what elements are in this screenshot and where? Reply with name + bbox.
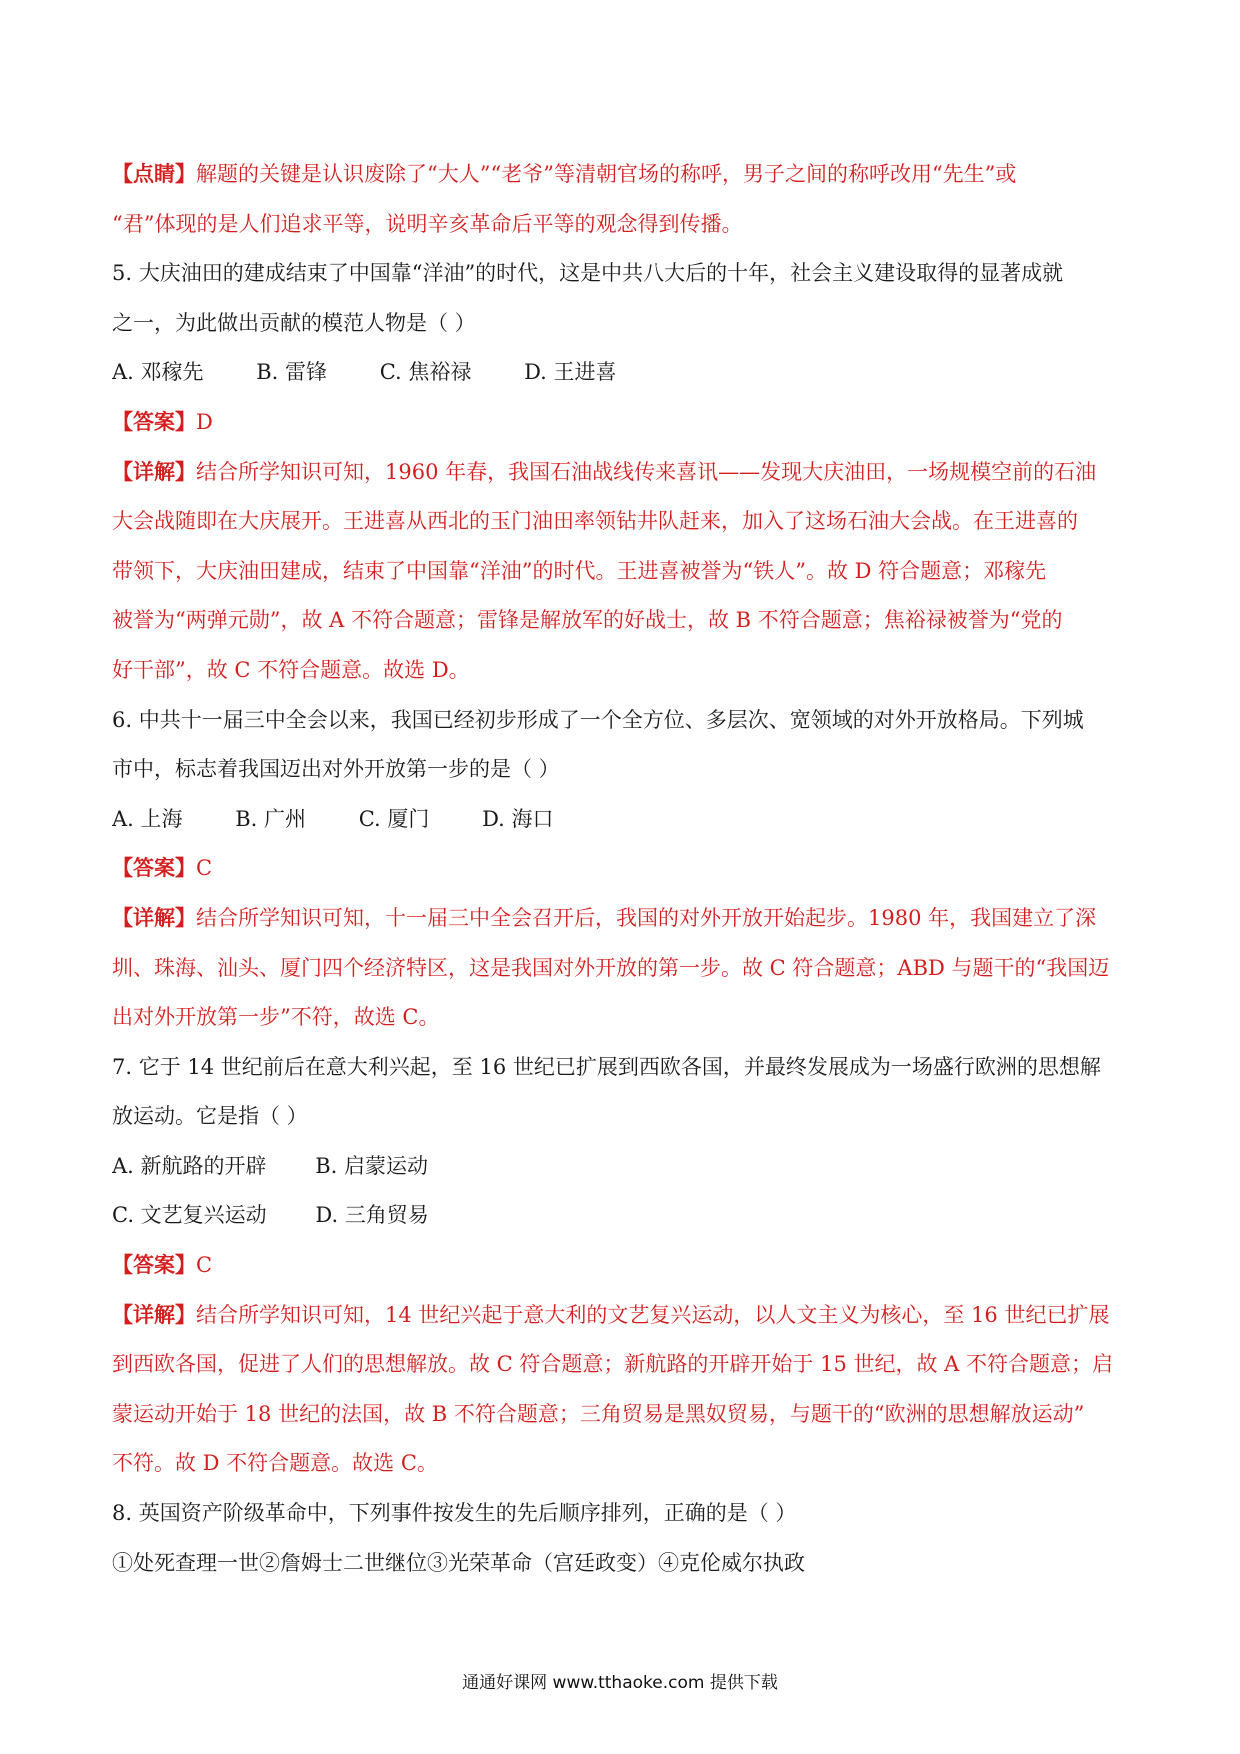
q8-stem-line-2: ①处死查理一世②詹姆士二世继位③光荣革命（宫廷政变）④克伦威尔执政 — [112, 1550, 805, 1575]
q4-hint-line-2: “君”体现的是人们追求平等，说明辛亥革命后平等的观念得到传播。 — [112, 211, 743, 236]
q6-detail-line-3: 出对外开放第一步”不符，故选 C。 — [112, 1005, 440, 1030]
q5-option-a: A. 邓稼先 — [112, 360, 204, 385]
detail-tag: 【详解】 — [112, 459, 196, 484]
q7-stem-line-2: 放运动。它是指（ ） — [112, 1104, 308, 1129]
q5-option-d: D. 王进喜 — [524, 360, 617, 385]
q6-stem-line-1: 6. 中共十一届三中全会以来，我国已经初步形成了一个全方位、多层次、宽领域的对外开放格局。下列城 — [112, 707, 1084, 732]
q6-answer-value: C — [196, 856, 213, 881]
q5-detail-line-3: 带领下，大庆油田建成，结束了中国靠“洋油”的时代。王进喜被誉为“铁人”。故 D 符合题意；邓稼先 — [112, 558, 1047, 583]
q6-option-a: A. 上海 — [112, 806, 183, 831]
q6-stem-line-2: 市中，标志着我国迈出对外开放第一步的是（ ） — [112, 757, 560, 782]
q5-options — [112, 348, 1132, 398]
q7-options-row-2 — [112, 1191, 1132, 1241]
answer-tag: 【答案】 — [112, 1253, 196, 1278]
q5-answer — [112, 398, 1132, 448]
answer-tag: 【答案】 — [112, 856, 196, 881]
q7-option-d: D. 三角贸易 — [315, 1203, 429, 1228]
q7-options-row-1 — [112, 1142, 1132, 1192]
answer-tag: 【答案】 — [112, 409, 196, 434]
q7-detail-line-4: 不符。故 D 不符合题意。故选 C。 — [112, 1451, 438, 1476]
q7-answer — [112, 1241, 1132, 1291]
detail-tag: 【详解】 — [112, 905, 196, 930]
detail-tag: 【详解】 — [112, 1302, 196, 1327]
q7-detail-line-1: 【详解】结合所学知识可知，14 世纪兴起于意大利的文艺复兴运动，以人文主义为核心，至 16 世纪已扩展 — [112, 1302, 1110, 1327]
q6-detail-line-2: 圳、珠海、汕头、厦门四个经济特区，这是我国对外开放的第一步。故 C 符合题意；ABD 与题干的“我国迈 — [112, 955, 1110, 980]
q7-detail-line-2: 到西欧各国，促进了人们的思想解放。故 C 符合题意；新航路的开辟开始于 15 世纪，故 A 不符合题意；启 — [112, 1352, 1114, 1377]
q4-hint-line-1: 【点睛】解题的关键是认识废除了“大人”“老爷”等清朝官场的称呼，男子之间的称呼改用“先生”或 — [112, 162, 1017, 186]
q5-option-b: B. 雷锋 — [256, 360, 328, 385]
q7-option-c: C. 文艺复兴运动 — [112, 1203, 267, 1228]
q7-stem-line-1: 7. 它于 14 世纪前后在意大利兴起，至 16 世纪已扩展到西欧各国，并最终发展成为一场盛行欧洲的思想解 — [112, 1054, 1101, 1079]
q5-option-c: C. 焦裕禄 — [379, 360, 472, 385]
q5-detail-line-5: 好干部”，故 C 不符合题意。故选 D。 — [112, 657, 470, 682]
q7-detail-line-3: 蒙运动开始于 18 世纪的法国，故 B 不符合题意；三角贸易是黑奴贸易，与题干的“欧洲的思想解放运动” — [112, 1401, 1085, 1426]
q7-answer-value: C — [196, 1253, 213, 1278]
q6-option-d: D. 海口 — [482, 806, 554, 831]
document-content — [112, 150, 1132, 1588]
hint-tag: 【点睛】 — [112, 162, 196, 186]
q6-answer — [112, 844, 1132, 894]
q6-option-c: C. 厦门 — [358, 806, 430, 831]
q6-detail-line-1: 【详解】结合所学知识可知，十一届三中全会召开后，我国的对外开放开始起步。1980 年，我国建立了深 — [112, 905, 1097, 930]
q6-options — [112, 795, 1132, 845]
q7-option-b: B. 启蒙运动 — [315, 1153, 428, 1178]
q5-stem-line-1: 5. 大庆油田的建成结束了中国靠“洋油”的时代，这是中共八大后的十年，社会主义建设取得的显著成就 — [112, 261, 1064, 286]
q8-stem-line-1: 8. 英国资产阶级革命中，下列事件按发生的先后顺序排列，正确的是（ ） — [112, 1501, 797, 1526]
q5-detail-line-2: 大会战随即在大庆展开。王进喜从西北的玉门油田率领钻井队赶来，加入了这场石油大会战。在王进喜的 — [112, 509, 1078, 534]
footer-credit: 通通好课网 www.tthaoke.com 提供下载 — [462, 1673, 778, 1693]
q5-detail-line-1: 【详解】结合所学知识可知，1960 年春，我国石油战线传来喜讯——发现大庆油田，一场规模空前的石油 — [112, 459, 1097, 484]
q5-detail-line-4: 被誉为“两弹元勋”，故 A 不符合题意；雷锋是解放军的好战士，故 B 不符合题意；焦裕禄被誉为“党的 — [112, 608, 1063, 633]
q7-option-a: A. 新航路的开辟 — [112, 1153, 267, 1178]
q6-option-b: B. 广州 — [235, 806, 307, 831]
q5-answer-value: D — [196, 409, 213, 434]
q5-stem-line-2: 之一，为此做出贡献的模范人物是（ ） — [112, 310, 476, 335]
